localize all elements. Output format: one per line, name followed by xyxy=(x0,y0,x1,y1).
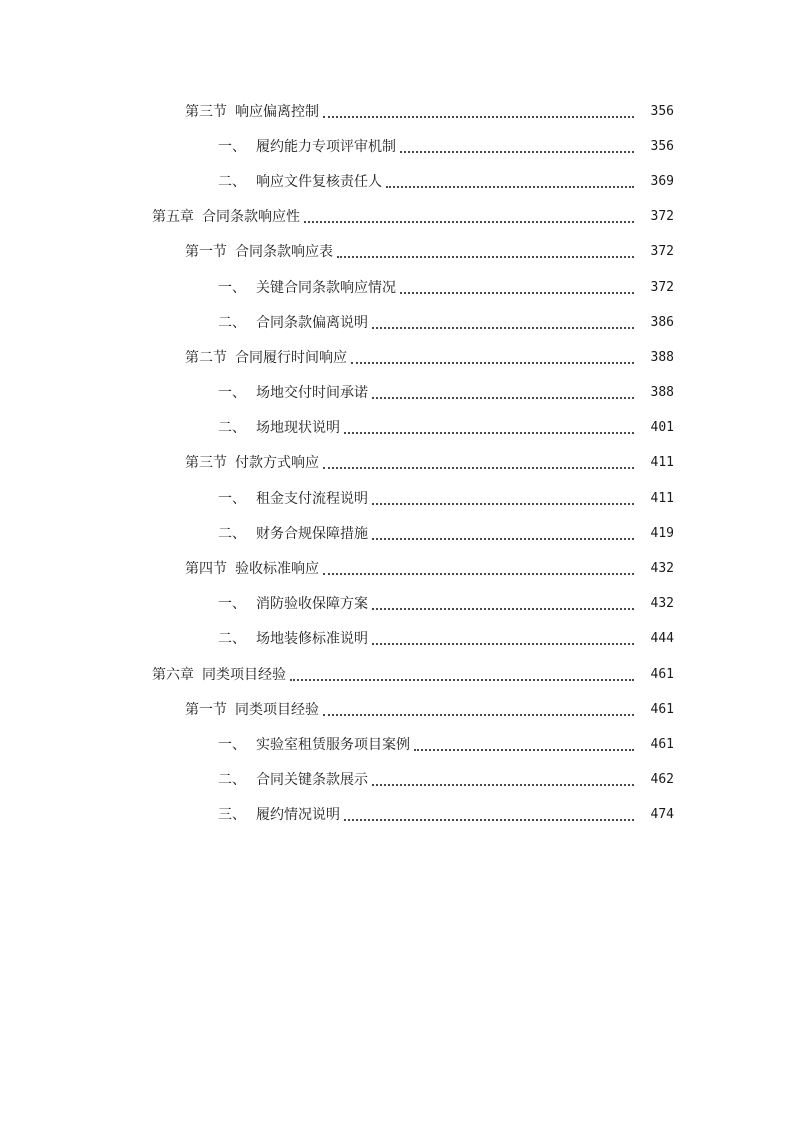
toc-entry-page: 432 xyxy=(650,561,674,577)
toc-entry-title: 合同条款响应表 xyxy=(235,244,333,261)
toc-entry-page: 411 xyxy=(650,455,674,471)
dot-leader xyxy=(414,735,634,751)
toc-entry-title: 合同关键条款展示 xyxy=(256,772,368,789)
toc-entry[interactable] xyxy=(0,129,793,164)
toc-entry-title: 消防验收保障方案 xyxy=(256,596,368,613)
toc-entry-page: 372 xyxy=(650,279,674,295)
toc-entry-number: 二、 xyxy=(218,631,246,648)
toc-entry-page: 401 xyxy=(650,420,674,436)
dot-leader xyxy=(400,278,634,294)
toc-entry-number: 第一节 xyxy=(185,244,227,261)
toc-entry[interactable] xyxy=(0,692,793,727)
toc-entry[interactable] xyxy=(0,551,793,586)
toc-entry-page: 461 xyxy=(650,701,674,717)
dot-leader xyxy=(323,559,634,575)
toc-entry[interactable] xyxy=(0,798,793,833)
toc-entry[interactable] xyxy=(0,587,793,622)
toc-entry-title: 租金支付流程说明 xyxy=(256,490,368,507)
toc-entry-number: 第二节 xyxy=(185,349,227,366)
toc-entry-page: 356 xyxy=(650,138,674,154)
toc-entry-page: 461 xyxy=(650,666,674,682)
toc-entry-page: 356 xyxy=(650,103,674,119)
toc-entry-number: 三、 xyxy=(218,807,246,824)
toc-entry-page: 372 xyxy=(650,244,674,260)
toc-entry-title: 实验室租赁服务项目案例 xyxy=(256,736,410,753)
toc-entry-number: 一、 xyxy=(218,490,246,507)
dot-leader xyxy=(372,594,634,610)
toc-entry-number: 二、 xyxy=(218,525,246,542)
toc-entry-title: 同类项目经验 xyxy=(235,701,319,718)
dot-leader xyxy=(304,207,634,223)
toc-entry-title: 场地交付时间承诺 xyxy=(256,385,368,402)
dot-leader xyxy=(400,137,634,153)
toc-entry[interactable] xyxy=(0,727,793,762)
toc-entry-page: 432 xyxy=(650,596,674,612)
toc-entry-title: 履约能力专项评审机制 xyxy=(256,138,396,155)
toc-entry-number: 第五章 xyxy=(152,209,194,226)
dot-leader xyxy=(372,313,634,329)
dot-leader xyxy=(290,665,634,681)
toc-entry-page: 461 xyxy=(650,736,674,752)
dot-leader xyxy=(323,700,634,716)
toc-entry-title: 场地装修标准说明 xyxy=(256,631,368,648)
dot-leader xyxy=(372,489,634,505)
toc-entry[interactable] xyxy=(0,376,793,411)
toc-entry-number: 二、 xyxy=(218,420,246,437)
toc-entry-number: 第一节 xyxy=(185,701,227,718)
toc-entry[interactable] xyxy=(0,340,793,375)
toc-entry-number: 第四节 xyxy=(185,561,227,578)
toc-entry-page: 462 xyxy=(650,772,674,788)
dot-leader xyxy=(323,102,634,118)
toc-entry[interactable] xyxy=(0,94,793,129)
toc-entry-title: 场地现状说明 xyxy=(256,420,340,437)
toc-entry[interactable] xyxy=(0,622,793,657)
toc-entry-title: 付款方式响应 xyxy=(235,455,319,472)
toc-entry-page: 474 xyxy=(650,807,674,823)
toc-entry[interactable] xyxy=(0,516,793,551)
dot-leader xyxy=(323,453,634,469)
dot-leader xyxy=(372,629,634,645)
toc-entry[interactable] xyxy=(0,763,793,798)
toc-entry[interactable] xyxy=(0,164,793,199)
toc-entry-title: 关键合同条款响应情况 xyxy=(256,279,396,296)
table-of-contents xyxy=(0,94,793,833)
toc-entry-number: 二、 xyxy=(218,772,246,789)
toc-entry-number: 二、 xyxy=(218,173,246,190)
toc-entry-number: 一、 xyxy=(218,385,246,402)
toc-entry[interactable] xyxy=(0,481,793,516)
dot-leader xyxy=(372,383,634,399)
toc-entry-title: 合同条款偏离说明 xyxy=(256,314,368,331)
toc-entry-number: 第六章 xyxy=(152,666,194,683)
toc-entry-number: 一、 xyxy=(218,138,246,155)
toc-entry-title: 合同条款响应性 xyxy=(202,209,300,226)
toc-entry-page: 369 xyxy=(650,173,674,189)
toc-entry-number: 第三节 xyxy=(185,103,227,120)
toc-entry-number: 一、 xyxy=(218,736,246,753)
dot-leader xyxy=(344,805,634,821)
toc-entry-page: 419 xyxy=(650,525,674,541)
dot-leader xyxy=(372,524,634,540)
toc-entry-title: 履约情况说明 xyxy=(256,807,340,824)
toc-entry-number: 二、 xyxy=(218,314,246,331)
toc-entry-title: 响应偏离控制 xyxy=(235,103,319,120)
toc-entry[interactable] xyxy=(0,657,793,692)
toc-entry[interactable] xyxy=(0,200,793,235)
toc-entry-title: 同类项目经验 xyxy=(202,666,286,683)
toc-entry-page: 388 xyxy=(650,385,674,401)
toc-entry-page: 444 xyxy=(650,631,674,647)
toc-entry[interactable] xyxy=(0,411,793,446)
toc-entry[interactable] xyxy=(0,305,793,340)
toc-entry-number: 一、 xyxy=(218,596,246,613)
toc-entry[interactable] xyxy=(0,270,793,305)
dot-leader xyxy=(344,418,634,434)
toc-entry-title: 财务合规保障措施 xyxy=(256,525,368,542)
toc-entry-page: 411 xyxy=(650,490,674,506)
dot-leader xyxy=(351,348,634,364)
toc-entry-title: 响应文件复核责任人 xyxy=(256,173,382,190)
toc-entry-number: 一、 xyxy=(218,279,246,296)
toc-entry-title: 合同履行时间响应 xyxy=(235,349,347,366)
toc-entry-page: 386 xyxy=(650,314,674,330)
dot-leader xyxy=(337,242,634,258)
toc-entry[interactable] xyxy=(0,446,793,481)
toc-entry-title: 验收标准响应 xyxy=(235,561,319,578)
dot-leader xyxy=(372,770,634,786)
toc-entry-page: 372 xyxy=(650,209,674,225)
toc-entry-number: 第三节 xyxy=(185,455,227,472)
toc-entry-page: 388 xyxy=(650,349,674,365)
dot-leader xyxy=(386,172,634,188)
toc-entry[interactable] xyxy=(0,235,793,270)
